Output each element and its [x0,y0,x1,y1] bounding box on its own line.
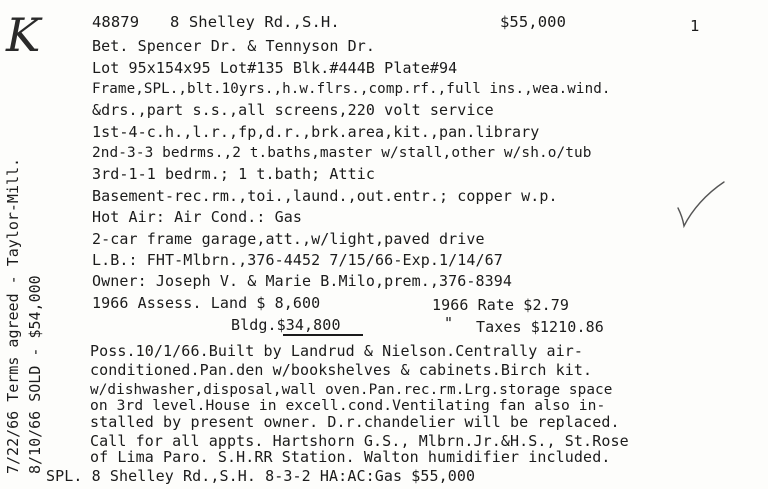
terms-stamp: 7/22/66 Terms agreed - Taylor-Mill. [4,157,22,474]
listing-number: 48879 [92,13,140,31]
bldg-underline [283,334,363,336]
remark-line: Poss.10/1/66.Built by Landrud & Nielson.Centrally air- [90,342,584,360]
remark-line: conditioned.Pan.den w/bookshelves & cabinets.Birch kit. [90,361,593,379]
desc-line: 2-car frame garage,att.,w/light,paved drive [92,230,485,248]
desc-line: Basement-rec.rm.,toi.,laund.,out.entr.; copper w.p. [92,187,558,205]
assess-taxes: Taxes $1210.86 [476,318,604,336]
assess-rate: 1966 Rate $2.79 [432,296,569,314]
desc-line: 3rd-1-1 bedrm.; 1 t.bath; Attic [92,165,376,183]
desc-line: &drs.,part s.s.,all screens,220 volt service [92,101,494,119]
desc-line: Frame,SPL.,blt.10yrs.,h.w.flrs.,comp.rf.,full ins.,wea.wind. [92,81,611,97]
desc-line: Owner: Joseph V. & Marie B.Milo,prem.,376-8394 [92,272,513,290]
ditto-mark: " [444,314,454,332]
footer-summary: SPL. 8 Shelley Rd.,S.H. 8-3-2 HA:AC:Gas $55,000 [46,467,476,485]
page-number: 1 [690,17,700,35]
remark-line: on 3rd level.House in excell.cond.Ventilating fan also in- [90,397,606,414]
listing-address: 8 Shelley Rd.,S.H. [170,13,340,31]
sold-stamp: 8/10/66 SOLD - $54,000 [26,275,44,474]
remark-line: of Lima Paro. S.H.RR Station. Walton humidifier included. [90,448,611,466]
listing-price: $55,000 [500,13,567,31]
desc-line: L.B.: FHT-Mlbrn.,376-4452 7/15/66-Exp.1/14/67 [92,251,503,269]
assess-bldg: Bldg.$34,800 [231,316,341,334]
check-mark-icon [672,178,732,238]
remark-line: Call for all appts. Hartshorn G.S., Mlbrn.Jr.&H.S., St.Rose [90,432,629,450]
desc-line: 1st-4-c.h.,l.r.,fp,d.r.,brk.area,kit.,pan.library [92,123,540,141]
desc-line: Lot 95x154x95 Lot#135 Blk.#444B Plate#94 [92,59,458,77]
handwritten-letter: K [6,8,41,62]
desc-line: Hot Air: Air Cond.: Gas [92,208,303,226]
remark-line: stalled by present owner. D.r.chandelier will be replaced. [90,413,620,431]
desc-line: Bet. Spencer Dr. & Tennyson Dr. [92,37,376,55]
desc-line: 2nd-3-3 bedrms.,2 t.baths,master w/stall,other w/sh.o/tub [92,145,592,161]
remark-line: w/dishwasher,disposal,wall oven.Pan.rec.rm.Lrg.storage space [90,382,613,398]
assess-land: 1966 Assess. Land $ 8,600 [92,294,321,312]
